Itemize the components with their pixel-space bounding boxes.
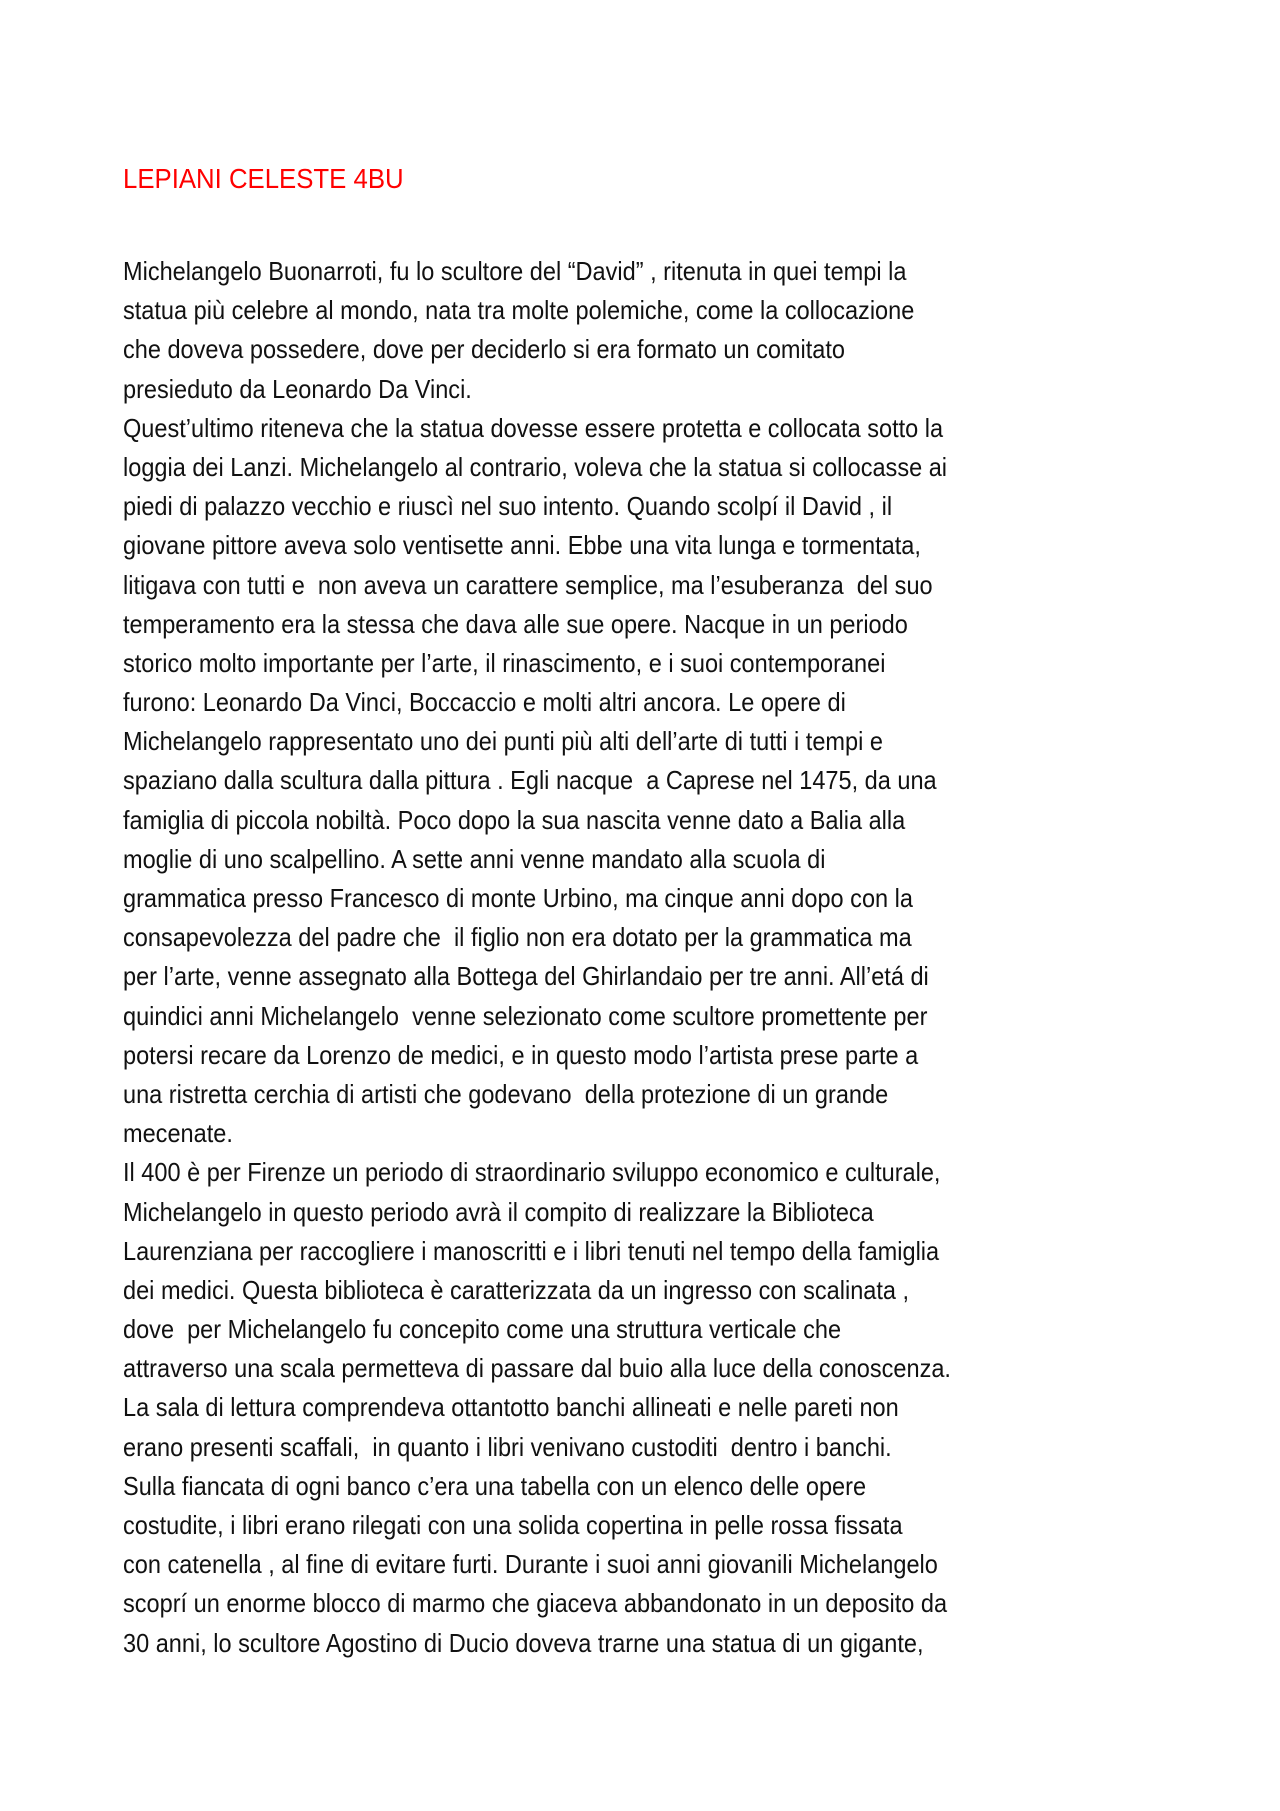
body-line: Michelangelo rappresentato uno dei punti più alti dell’arte di tutti i tempi e <box>123 726 883 757</box>
body-line: famiglia di piccola nobiltà. Poco dopo la sua nascita venne dato a Balia alla <box>123 804 906 835</box>
body-line: una ristretta cerchia di artisti che godevano della protezione di un grande <box>123 1078 889 1109</box>
body-line: statua più celebre al mondo, nata tra molte polemiche, come la collocazione <box>123 295 915 326</box>
body-line: furono: Leonardo Da Vinci, Boccaccio e molti altri ancora. Le opere di <box>123 687 846 718</box>
body-line: piedi di palazzo vecchio e riuscì nel suo intento. Quando scolpí il David , il <box>123 491 893 522</box>
body-line: temperamento era la stessa che dava alle sue opere. Nacque in un periodo <box>123 608 908 639</box>
body-line: scoprí un enorme blocco di marmo che giaceva abbandonato in un deposito da <box>123 1588 948 1619</box>
body-line: dove per Michelangelo fu concepito come una struttura verticale che <box>123 1314 842 1345</box>
body-line: spaziano dalla scultura dalla pittura . Egli nacque a Caprese nel 1475, da una <box>123 765 937 796</box>
body-line: quindici anni Michelangelo venne selezionato come scultore promettente per <box>123 1000 928 1031</box>
body-line: costudite, i libri erano rilegati con una solida copertina in pelle rossa fissata <box>123 1510 903 1540</box>
body-line: 30 anni, lo scultore Agostino di Ducio doveva trarne una statua di un gigante, <box>123 1627 924 1658</box>
body-line: potersi recare da Lorenzo de medici, e in questo modo l’artista prese parte a <box>123 1039 919 1070</box>
body-line: storico molto importante per l’arte, il rinascimento, e i suoi contemporanei <box>123 647 886 678</box>
body-line: con catenella , al fine di evitare furti. Durante i suoi anni giovanili Michelangelo <box>123 1549 938 1580</box>
body-line: mecenate. <box>123 1118 233 1149</box>
document-title: LEPIANI CELESTE 4BU <box>123 163 404 194</box>
body-line: Quest’ultimo riteneva che la statua dovesse essere protetta e collocata sotto la <box>123 412 944 443</box>
body-line: moglie di uno scalpellino. A sette anni venne mandato alla scuola di <box>123 843 826 874</box>
body-line: grammatica presso Francesco di monte Urbino, ma cinque anni dopo con la <box>123 883 913 913</box>
body-line: litigava con tutti e non aveva un carattere semplice, ma l’esuberanza del suo <box>123 569 933 600</box>
body-line: erano presenti scaffali, in quanto i libri venivano custoditi dentro i banchi. <box>123 1431 892 1462</box>
body-line: La sala di lettura comprendeva ottantotto banchi allineati e nelle pareti non <box>123 1392 899 1423</box>
body-line: consapevolezza del padre che il figlio non era dotato per la grammatica ma <box>123 922 912 953</box>
body-line: Laurenziana per raccogliere i manoscritti e i libri tenuti nel tempo della famiglia <box>123 1235 940 1266</box>
body-line: presieduto da Leonardo Da Vinci. <box>123 373 472 404</box>
body-line: loggia dei Lanzi. Michelangelo al contrario, voleva che la statua si collocasse ai <box>123 451 948 482</box>
body-line: per l’arte, venne assegnato alla Bottega del Ghirlandaio per tre anni. All’etá di <box>123 961 929 992</box>
body-line: attraverso una scala permetteva di passare dal buio alla luce della conoscenza. <box>123 1353 951 1384</box>
body-line: Michelangelo in questo periodo avrà il compito di realizzare la Biblioteca <box>123 1196 874 1227</box>
body-line: dei medici. Questa biblioteca è caratterizzata da un ingresso con scalinata , <box>123 1274 910 1305</box>
body-line: che doveva possedere, dove per deciderlo si era formato un comitato <box>123 334 846 365</box>
body-line: Il 400 è per Firenze un periodo di straordinario sviluppo economico e culturale, <box>123 1157 941 1188</box>
document-body <box>123 252 1155 1663</box>
body-line: Sulla fiancata di ogni banco c’era una tabella con un elenco delle opere <box>123 1470 867 1501</box>
body-line: giovane pittore aveva solo ventisette anni. Ebbe una vita lunga e tormentata, <box>123 530 921 561</box>
body-line: Michelangelo Buonarroti, fu lo scultore del “David” , ritenuta in quei tempi la <box>123 256 907 286</box>
